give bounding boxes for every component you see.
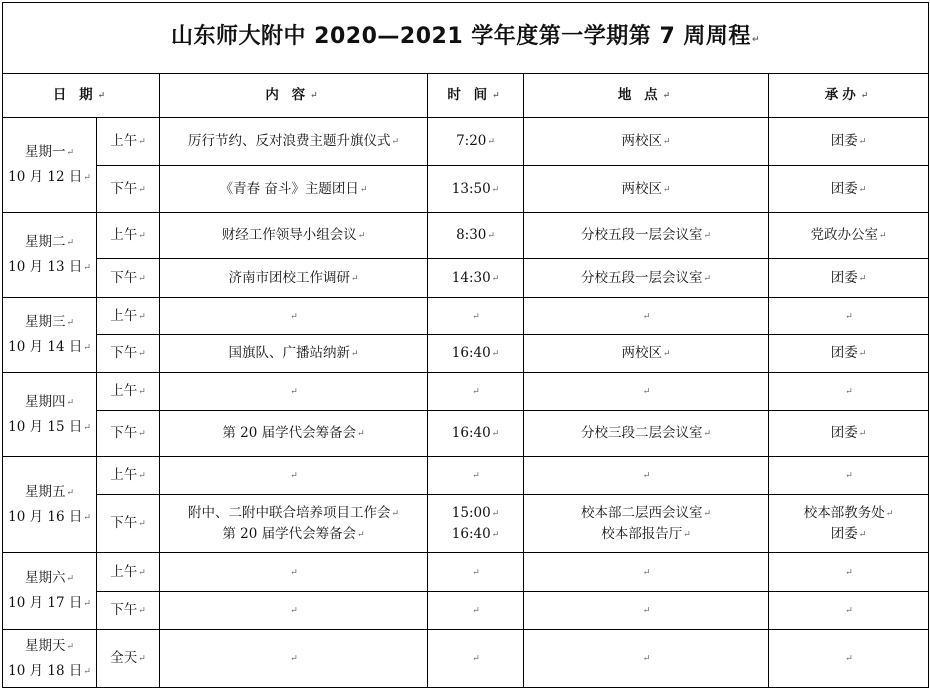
day-cell — [3, 553, 97, 630]
cell-text: 16:40 ↵ — [428, 343, 523, 364]
period-cell — [97, 495, 160, 553]
cell-text — [524, 381, 768, 402]
place-cell — [524, 630, 769, 688]
cell-text — [769, 381, 928, 402]
period-label: 下午 ↵ — [110, 345, 146, 361]
place-cell — [524, 373, 769, 411]
schedule-row — [3, 213, 929, 259]
host-cell — [769, 335, 929, 373]
cell-text: 团委 ↵ — [769, 423, 928, 444]
place-cell — [524, 457, 769, 495]
place-cell — [524, 553, 769, 592]
header-time: 时 间 ↵ — [428, 74, 524, 118]
cell-text: 7:20 ↵ — [428, 131, 523, 152]
time-cell — [428, 373, 524, 411]
weekday-label: 星期四 ↵ — [3, 390, 96, 415]
host-cell — [769, 411, 929, 457]
cell-text: 《青春 奋斗》主题团日 ↵ — [160, 179, 427, 200]
period-label: 下午 ↵ — [110, 515, 146, 531]
place-cell — [524, 298, 769, 335]
cell-text — [428, 306, 523, 327]
cell-text: 两校区 ↵ — [524, 343, 768, 364]
cell-text: 14:30 ↵ — [428, 268, 523, 289]
period-cell — [97, 213, 160, 259]
cell-text: 附中、二附中联合培养项目工作会 ↵ — [160, 503, 427, 524]
period-label: 上午 ↵ — [110, 133, 146, 149]
cell-text: 两校区 ↵ — [524, 179, 768, 200]
place-cell — [524, 411, 769, 457]
host-cell — [769, 457, 929, 495]
cell-text: 校本部教务处 ↵ — [769, 503, 928, 524]
cell-text — [769, 648, 928, 669]
period-cell — [97, 592, 160, 630]
cell-text: 厉行节约、反对浪费主题升旗仪式 ↵ — [160, 131, 427, 152]
time-cell — [428, 553, 524, 592]
period-cell — [97, 457, 160, 495]
host-cell — [769, 373, 929, 411]
content-cell — [160, 373, 428, 411]
header-content: 内 容 ↵ — [160, 74, 428, 118]
period-label: 上午 ↵ — [110, 227, 146, 243]
period-cell — [97, 373, 160, 411]
weekday-label: 星期六 ↵ — [3, 566, 96, 591]
period-label: 上午 ↵ — [110, 308, 146, 324]
period-cell — [97, 118, 160, 166]
header-date: 日 期 ↵ — [3, 74, 160, 118]
time-cell — [428, 166, 524, 213]
day-cell — [3, 298, 97, 373]
day-cell — [3, 373, 97, 457]
cell-text: 党政办公室 ↵ — [769, 225, 928, 246]
cell-text — [160, 600, 427, 621]
day-cell — [3, 630, 97, 688]
date-label: 10 月 17 日 ↵ — [3, 591, 96, 616]
period-label: 下午 ↵ — [110, 425, 146, 441]
cell-text — [160, 381, 427, 402]
cell-text: 校本部报告厅 ↵ — [524, 524, 768, 545]
cell-text — [428, 648, 523, 669]
cell-text: 15:00 ↵ — [428, 503, 523, 524]
cell-text: 两校区 ↵ — [524, 131, 768, 152]
cell-text: 团委 ↵ — [769, 131, 928, 152]
period-label: 下午 ↵ — [110, 270, 146, 286]
cell-text: 8:30 ↵ — [428, 225, 523, 246]
schedule-row — [3, 630, 929, 688]
cell-text: 财经工作领导小组会议 ↵ — [160, 225, 427, 246]
day-cell — [3, 118, 97, 213]
period-label: 下午 ↵ — [110, 602, 146, 618]
cell-text: 团委 ↵ — [769, 343, 928, 364]
time-cell — [428, 298, 524, 335]
content-cell — [160, 298, 428, 335]
host-cell — [769, 495, 929, 553]
weekday-label: 星期天 ↵ — [3, 634, 96, 659]
place-cell — [524, 495, 769, 553]
cell-text: 国旗队、广播站纳新 ↵ — [160, 343, 427, 364]
content-cell — [160, 213, 428, 259]
place-cell — [524, 592, 769, 630]
cell-text — [428, 562, 523, 583]
cell-text: 济南市团校工作调研 ↵ — [160, 268, 427, 289]
time-cell — [428, 457, 524, 495]
cell-text — [160, 306, 427, 327]
period-label: 上午 ↵ — [110, 564, 146, 580]
host-cell — [769, 213, 929, 259]
content-cell — [160, 118, 428, 166]
period-label: 下午 ↵ — [110, 181, 146, 197]
time-cell — [428, 213, 524, 259]
schedule-row — [3, 457, 929, 495]
page-title — [3, 3, 929, 74]
place-cell — [524, 166, 769, 213]
cell-text — [769, 306, 928, 327]
cell-text — [160, 562, 427, 583]
schedule-row — [3, 592, 929, 630]
time-cell — [428, 411, 524, 457]
period-cell — [97, 166, 160, 213]
weekday-label: 星期二 ↵ — [3, 230, 96, 255]
cell-text: 分校五段一层会议室 ↵ — [524, 225, 768, 246]
content-cell — [160, 553, 428, 592]
schedule-row — [3, 335, 929, 373]
header-host: 承办 ↵ — [769, 74, 929, 118]
date-label: 10 月 16 日 ↵ — [3, 505, 96, 530]
period-cell — [97, 630, 160, 688]
day-cell — [3, 213, 97, 298]
content-cell — [160, 411, 428, 457]
host-cell — [769, 118, 929, 166]
cell-text — [524, 562, 768, 583]
schedule-row — [3, 166, 929, 213]
time-cell — [428, 118, 524, 166]
time-cell — [428, 630, 524, 688]
schedule-row — [3, 553, 929, 592]
schedule-row — [3, 373, 929, 411]
period-cell — [97, 259, 160, 298]
cell-text — [160, 648, 427, 669]
cell-text — [524, 306, 768, 327]
period-cell — [97, 411, 160, 457]
cell-text: 团委 ↵ — [769, 268, 928, 289]
content-cell — [160, 495, 428, 553]
weekday-label: 星期三 ↵ — [3, 310, 96, 335]
period-cell — [97, 335, 160, 373]
period-cell — [97, 553, 160, 592]
date-label: 10 月 12 日 ↵ — [3, 165, 96, 190]
place-cell — [524, 259, 769, 298]
weekly-schedule-table — [2, 2, 929, 688]
title-text: 山东师大附中 2020—2021 学年度第一学期第 7 周周程 ↵ — [171, 24, 760, 49]
cell-text — [524, 600, 768, 621]
schedule-row — [3, 495, 929, 553]
place-cell — [524, 335, 769, 373]
title-row — [3, 3, 929, 74]
cell-text: 团委 ↵ — [769, 524, 928, 545]
cell-text: 16:40 ↵ — [428, 524, 523, 545]
cell-text — [524, 465, 768, 486]
schedule-row — [3, 118, 929, 166]
cell-text — [160, 465, 427, 486]
cell-text: 第 20 届学代会筹备会 ↵ — [160, 524, 427, 545]
cell-text — [428, 381, 523, 402]
content-cell — [160, 166, 428, 213]
host-cell — [769, 298, 929, 335]
period-label: 上午 ↵ — [110, 383, 146, 399]
schedule-row — [3, 298, 929, 335]
schedule-document — [2, 2, 929, 688]
header-place: 地 点 ↵ — [524, 74, 769, 118]
place-cell — [524, 118, 769, 166]
host-cell — [769, 592, 929, 630]
cell-text — [428, 600, 523, 621]
place-cell — [524, 213, 769, 259]
host-cell — [769, 630, 929, 688]
weekday-label: 星期五 ↵ — [3, 480, 96, 505]
content-cell — [160, 630, 428, 688]
date-label: 10 月 15 日 ↵ — [3, 415, 96, 440]
cell-text — [428, 465, 523, 486]
time-cell — [428, 335, 524, 373]
weekday-label: 星期一 ↵ — [3, 140, 96, 165]
period-cell — [97, 298, 160, 335]
header-row — [3, 74, 929, 118]
content-cell — [160, 259, 428, 298]
cell-text: 16:40 ↵ — [428, 423, 523, 444]
time-cell — [428, 259, 524, 298]
cell-text: 13:50 ↵ — [428, 179, 523, 200]
cell-text — [769, 465, 928, 486]
host-cell — [769, 166, 929, 213]
cell-text — [769, 600, 928, 621]
cell-text: 第 20 届学代会筹备会 ↵ — [160, 423, 427, 444]
content-cell — [160, 335, 428, 373]
schedule-row — [3, 411, 929, 457]
date-label: 10 月 14 日 ↵ — [3, 335, 96, 360]
date-label: 10 月 13 日 ↵ — [3, 255, 96, 280]
cell-text: 分校三段二层会议室 ↵ — [524, 423, 768, 444]
host-cell — [769, 259, 929, 298]
period-label: 全天 ↵ — [110, 650, 146, 666]
content-cell — [160, 457, 428, 495]
cell-text: 团委 ↵ — [769, 179, 928, 200]
schedule-row — [3, 259, 929, 298]
cell-text — [524, 648, 768, 669]
date-label: 10 月 18 日 ↵ — [3, 659, 96, 684]
cell-text: 分校五段一层会议室 ↵ — [524, 268, 768, 289]
time-cell — [428, 592, 524, 630]
cell-text — [769, 562, 928, 583]
host-cell — [769, 553, 929, 592]
day-cell — [3, 457, 97, 553]
content-cell — [160, 592, 428, 630]
time-cell — [428, 495, 524, 553]
period-label: 上午 ↵ — [110, 467, 146, 483]
cell-text: 校本部二层西会议室 ↵ — [524, 503, 768, 524]
